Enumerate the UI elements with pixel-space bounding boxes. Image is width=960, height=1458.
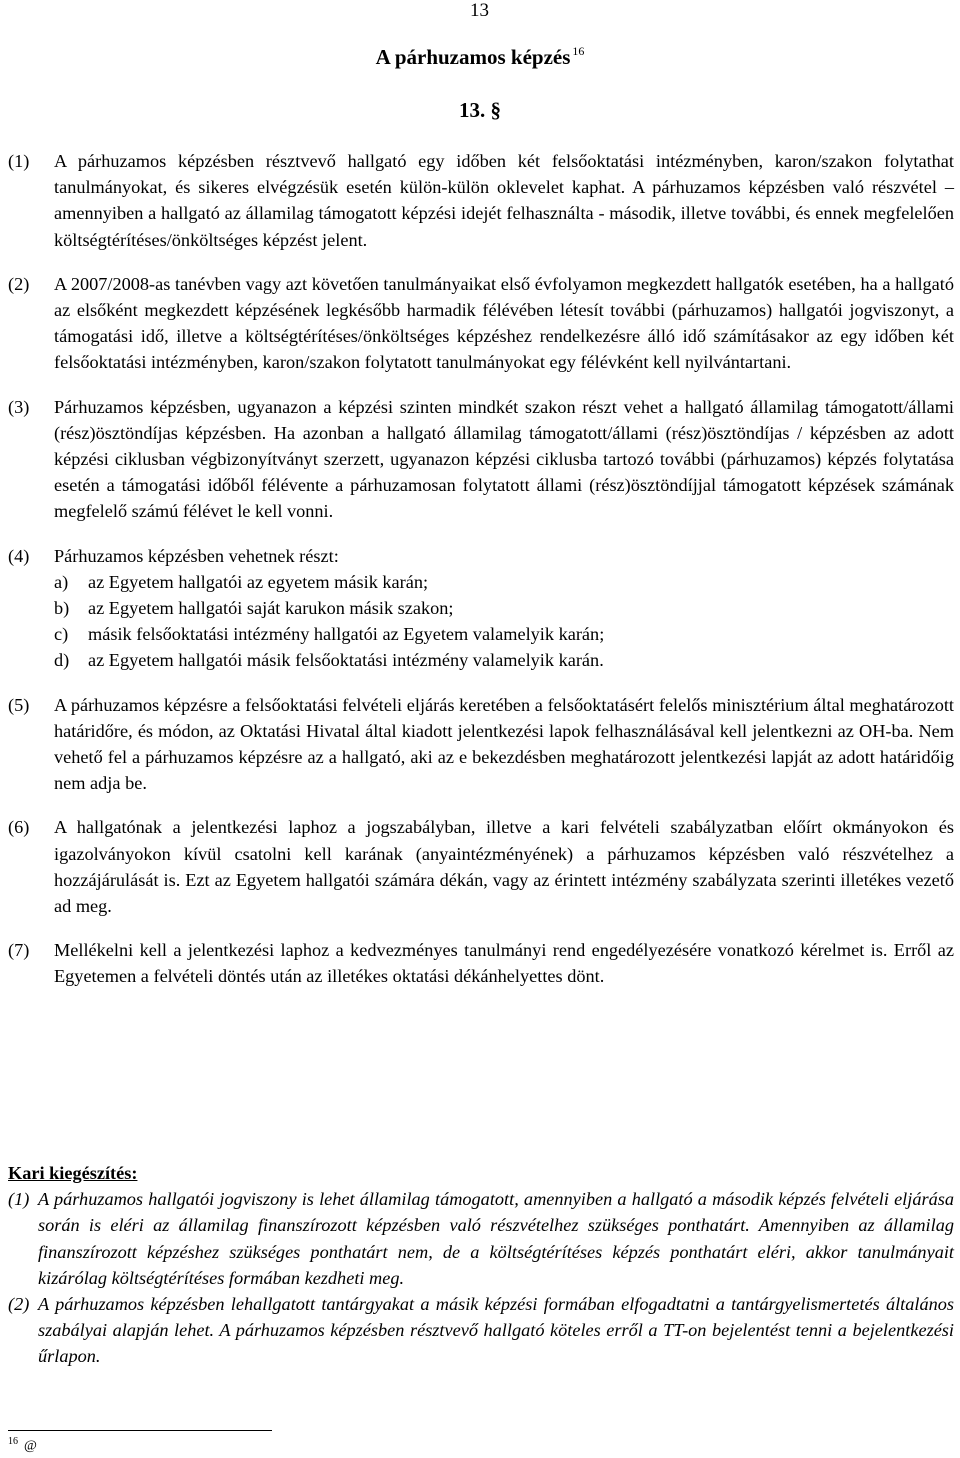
title-footnote-ref: 16: [572, 44, 585, 58]
page-title: [0, 44, 960, 70]
paragraph-number: (4): [8, 545, 30, 566]
paragraph-number: (7): [8, 940, 30, 961]
document-body: [8, 148, 954, 1008]
list-item-text: az Egyetem hallgatói saját karukon másik szakon;: [88, 598, 454, 619]
paragraph-text: A hallgatónak a jelentkezési laphoz a jogszabályban, illetve a kari felvételi szabályzatban előírt okmányokon és igazolványokon kívül csatolni kell karának (anyaintézményének) a párhuzamos képzésben való részvételhez a hozzájárulását is. Ezt az Egyetem hallgatói számára dékán, vagy az érintett intézmény szabályzata szerinti illetékes vezető ad meg.: [54, 817, 954, 917]
paragraph-body: [54, 543, 954, 674]
supplement-item-number: (1): [8, 1189, 30, 1210]
paragraph-text: Párhuzamos képzésben vehetnek részt:: [54, 545, 339, 566]
supplement-item-1: [8, 1186, 954, 1291]
paragraph-2: [8, 271, 954, 376]
paragraph-text: Párhuzamos képzésben, ugyanazon a képzési szinten mindkét szakon részt vehet a hallgató államilag támogatott/állami (rész)ösztöndíjas képzésben. Ha azonban a hallgató államilag támogatott/állami (rész)ösztöndíjas / képzésben az adott képzési ciklusban végbizonyítványt szerzett, ugyanazon képzési ciklusba tartozó további (párhuzamos) képzés folytatása esetén a támogatási időből félévente a párhuzamosan folytatott állami (rész)ösztöndíjjal támogatott képzések számának megfelelő számú félévet le kell vonni.: [54, 396, 954, 522]
paragraph-7: [8, 937, 954, 989]
paragraph-4: [8, 543, 954, 674]
list-item: [54, 595, 954, 621]
supplement-item-text: A párhuzamos hallgatói jogviszony is lehet államilag támogatott, amennyiben a hallgató a második képzés felvételi eljárása során is eléri az államilag finanszírozott képzésben való részvételhez szükséges ponthatárt. Amennyiben az államilag finanszírozott képzéshez szükséges ponthatárt nem, de a költségtérítéses képzés ponthatárt eléri, akkor tanulmányait kizárólag költségtérítéses formában kezdheti meg.: [38, 1189, 954, 1288]
list-item-text: másik felsőoktatási intézmény hallgatói az Egyetem valamelyik karán;: [88, 624, 605, 645]
paragraph-text: A párhuzamos képzésre a felsőoktatási felvételi eljárás keretében a felsőoktatásért felelős minisztérium által meghatározott határidőre, és módon, az Oktatási Hivatal által kiadott jelentkezési lapok felhasználásával kell jelentkezni az OH-ba. Nem vehető fel a párhuzamos képzésre az a hallgató, aki az e bekezdésben meghatározott jelentkezési lapját az adott határidőig nem adja be.: [54, 694, 954, 794]
list-item-label: c): [54, 624, 69, 645]
list-item-text: az Egyetem hallgatói az egyetem másik karán;: [88, 571, 429, 592]
paragraph-1: [8, 148, 954, 253]
supplement-heading: Kari kiegészítés:: [8, 1163, 138, 1183]
footnote: [8, 1436, 37, 1455]
footnote-divider: [8, 1430, 272, 1431]
paragraph-number: (6): [8, 817, 30, 838]
list-item-label: a): [54, 571, 69, 592]
footnote-text: @: [24, 1438, 37, 1454]
list-item-label: d): [54, 650, 70, 671]
list-item: [54, 647, 954, 673]
paragraph-number: (1): [8, 151, 30, 171]
paragraph-6: [8, 814, 954, 919]
paragraph-number: (3): [8, 396, 30, 417]
supplement-item-number: (2): [8, 1294, 30, 1315]
faculty-supplement: [8, 1160, 954, 1370]
paragraph-text: A 2007/2008-as tanévben vagy azt követően tanulmányaikat első évfolyamon megkezdett hallgatók esetében, ha a hallgató az elsőként megkezdett képzésének legkésőbb harmadik félévében létesít további (párhuzamos) hallgatói jogviszonyt, a támogatási idő, illetve a költségtérítéses/önköltséges képzéshez rendelkezésre álló idő számításakor az egy időben két felsőoktatási intézményben, karon/szakon folytatott tanulmányokat egy félévként kell nyilvántartani.: [54, 273, 954, 373]
paragraph-3: [8, 394, 954, 525]
paragraph-number: (2): [8, 273, 30, 294]
section-number: 13. §: [459, 98, 501, 122]
list-item-label: b): [54, 598, 70, 619]
title-text: A párhuzamos képzés: [375, 45, 571, 69]
paragraph-number: (5): [8, 694, 30, 715]
eligibility-list: [54, 569, 954, 674]
page-number: 13: [470, 0, 489, 21]
list-item: [54, 569, 954, 595]
paragraph-5: [8, 692, 954, 797]
footnote-ref: 16: [8, 1436, 18, 1447]
supplement-item-2: [8, 1291, 954, 1370]
list-item: [54, 621, 954, 647]
supplement-item-text: A párhuzamos képzésben lehallgatott tantárgyakat a másik képzési formában elfogadtatni a tantárgyelismertetés általános szabályai alapján lehet. A párhuzamos képzésben résztvevő hallgató köteles erről a TT-on bejelentést tenni a bejelentkezési űrlapon.: [38, 1294, 954, 1367]
paragraph-text: Mellékelni kell a jelentkezési laphoz a kedvezményes tanulmányi rend engedélyezésére vonatkozó kérelmet is. Erről az Egyetemen a felvételi döntés után az illetékes oktatási dékánhelyettes dönt.: [54, 940, 954, 987]
paragraph-text: A párhuzamos képzésben résztvevő hallgató egy időben két felsőoktatási intézményben, karon/szakon folytathat tanulmányokat, és sikeres elvégzésük esetén külön-külön oklevelet kaphat. A párhuzamos képzésben való részvétel – amennyiben a hallgató az államilag támogatott képzési idejét felhasználta - második, illetve további, és ennek megfelelően költségtérítéses/önköltséges képzést jelent.: [54, 151, 954, 250]
list-item-text: az Egyetem hallgatói másik felsőoktatási intézmény valamelyik karán.: [88, 650, 604, 671]
